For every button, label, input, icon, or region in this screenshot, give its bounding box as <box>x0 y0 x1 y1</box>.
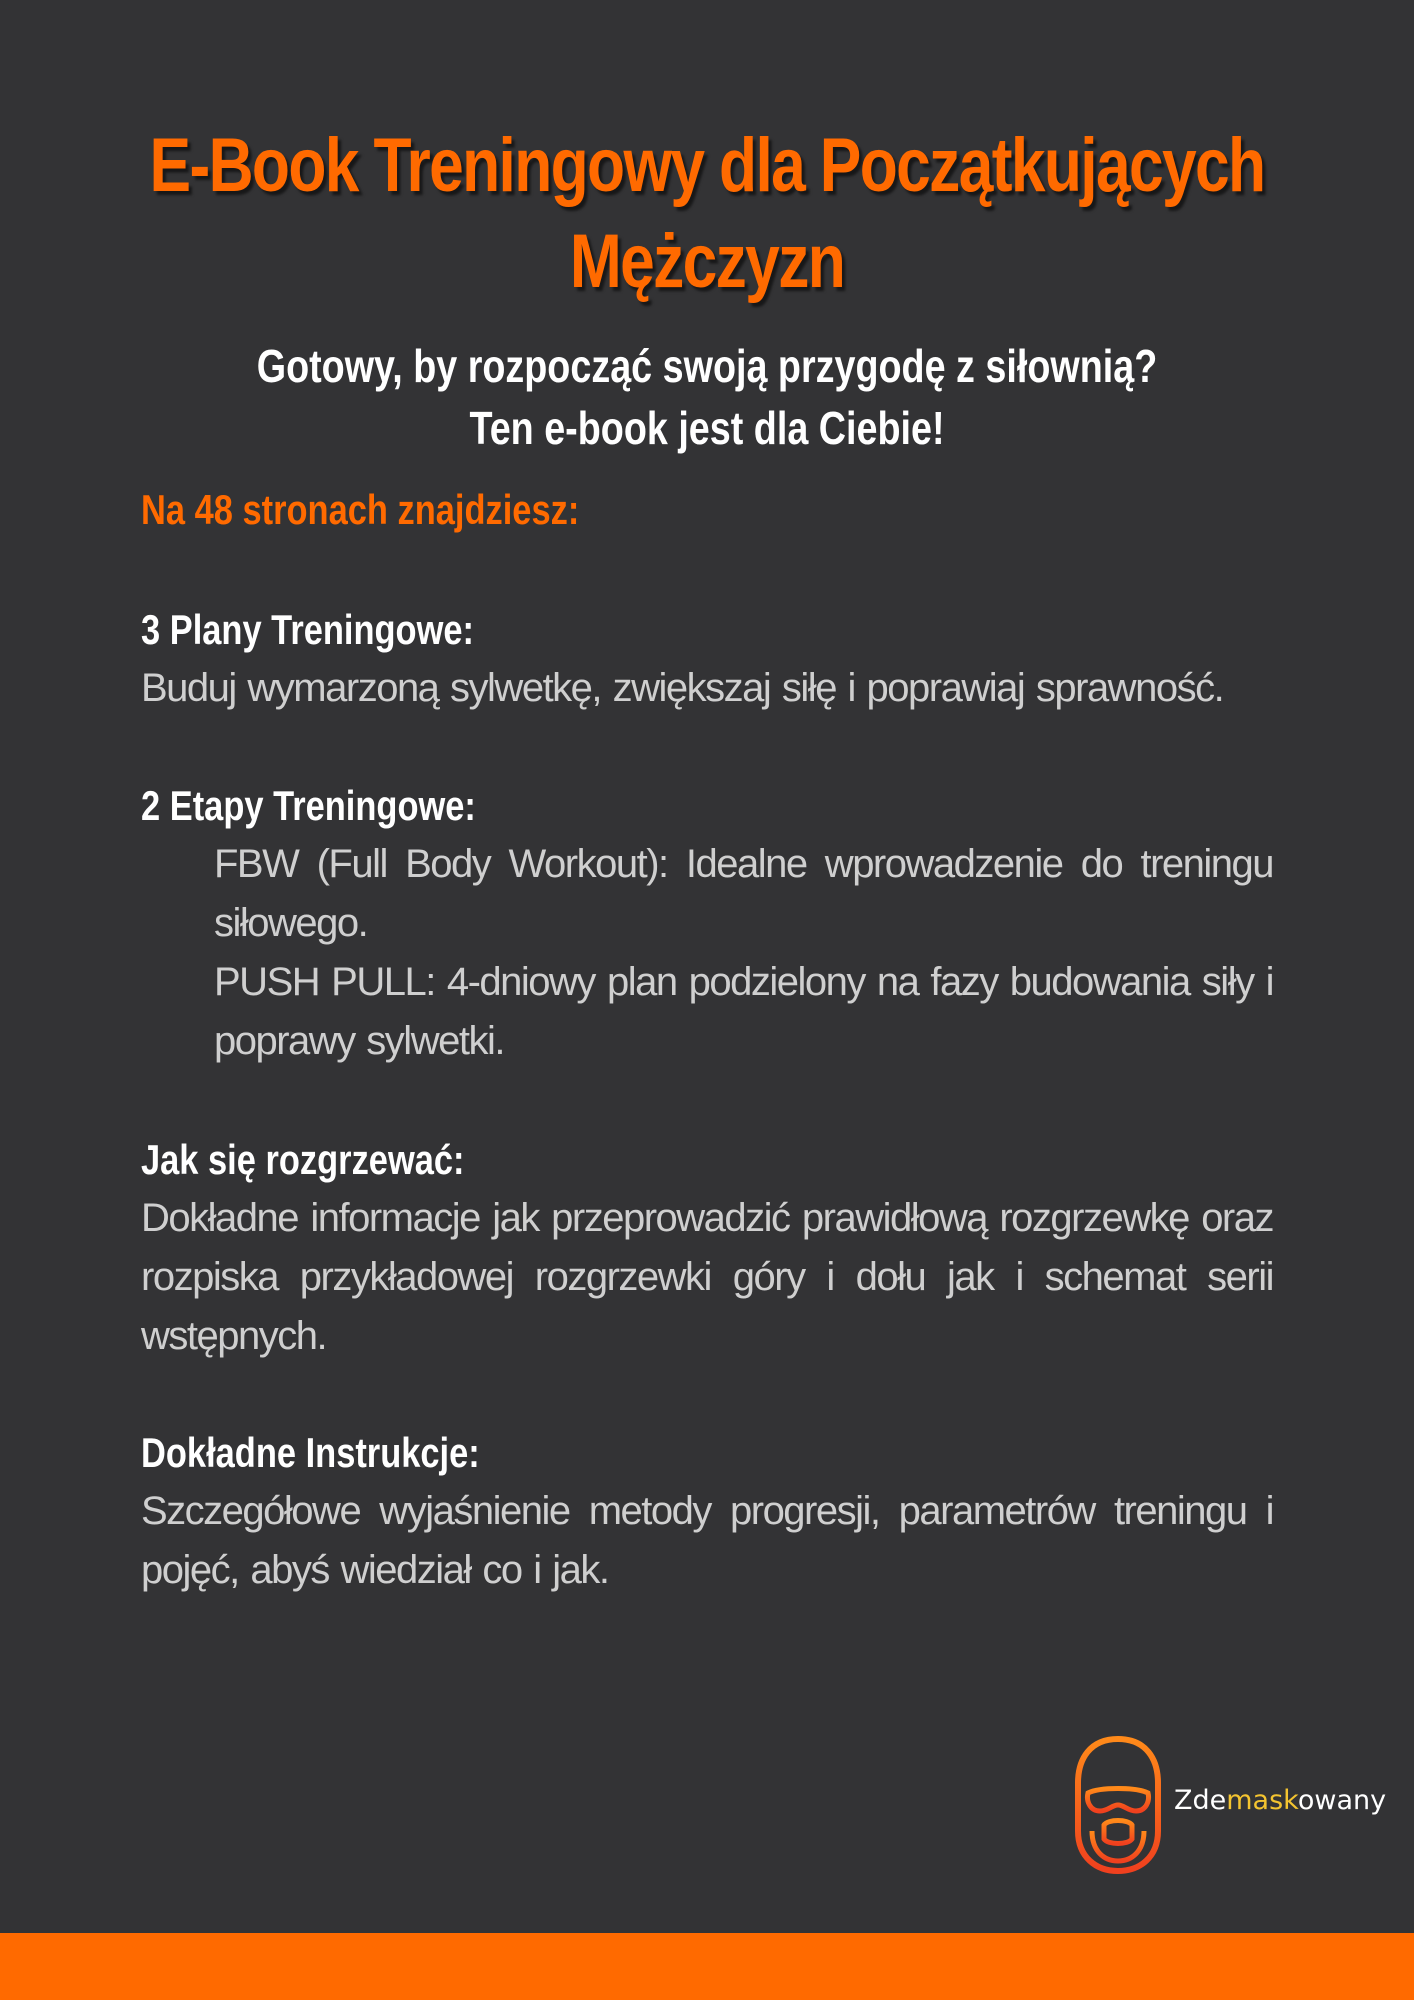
section-stages-heading: 2 Etapy Treningowe: <box>141 782 476 829</box>
section-warmup-heading: Jak się rozgrzewać: <box>141 1136 465 1183</box>
title-block <box>0 118 1414 318</box>
intro-heading: Na 48 stronach znajdziesz: <box>141 486 580 533</box>
brand-name-suffix: owany <box>1297 1785 1387 1816</box>
brand-logo <box>1070 1735 1387 1875</box>
section-instructions <box>141 1424 1273 1600</box>
section-plans-body: Buduj wymarzoną sylwetkę, zwiększaj siłę i poprawiaj sprawność. <box>141 666 1224 710</box>
subtitle-line-1: Gotowy, by rozpocząć swoją przygodę z siłownią? <box>256 340 1158 392</box>
bottom-accent-bar <box>0 1933 1414 2000</box>
subtitle-line-2: Ten e-book jest dla Ciebie! <box>469 402 945 454</box>
brand-name <box>1174 1785 1386 1816</box>
section-plans-heading: 3 Plany Treningowe: <box>141 606 475 653</box>
subtitle <box>127 335 1286 459</box>
section-warmup <box>141 1131 1273 1366</box>
stage-item-push-pull: PUSH PULL: 4-dniowy plan podzielony na fazy budowania siły i poprawy sylwetki. <box>214 960 1273 1063</box>
balaclava-mask-icon <box>1070 1735 1166 1875</box>
page-title: E-Book Treningowy dla Początkujących Mężczyzn <box>149 123 1265 304</box>
stage-list <box>214 835 1273 1071</box>
section-warmup-body: Dokładne informacje jak przeprowadzić prawidłową rozgrzewkę oraz rozpiska przykładowej rozgrzewki góry i dołu jak i schemat serii wstępnych. <box>141 1196 1273 1358</box>
section-plans <box>141 601 1273 718</box>
section-instructions-heading: Dokładne Instrukcje: <box>141 1429 480 1476</box>
brand-name-prefix: Zde <box>1174 1785 1227 1816</box>
section-instructions-body: Szczegółowe wyjaśnienie metody progresji, parametrów treningu i pojęć, abyś wiedział co i jak. <box>141 1489 1273 1592</box>
section-stages <box>141 777 1273 1071</box>
brand-name-middle: mask <box>1226 1785 1298 1816</box>
stage-item-fbw: FBW (Full Body Workout): Idealne wprowadzenie do treningu siłowego. <box>214 842 1273 945</box>
